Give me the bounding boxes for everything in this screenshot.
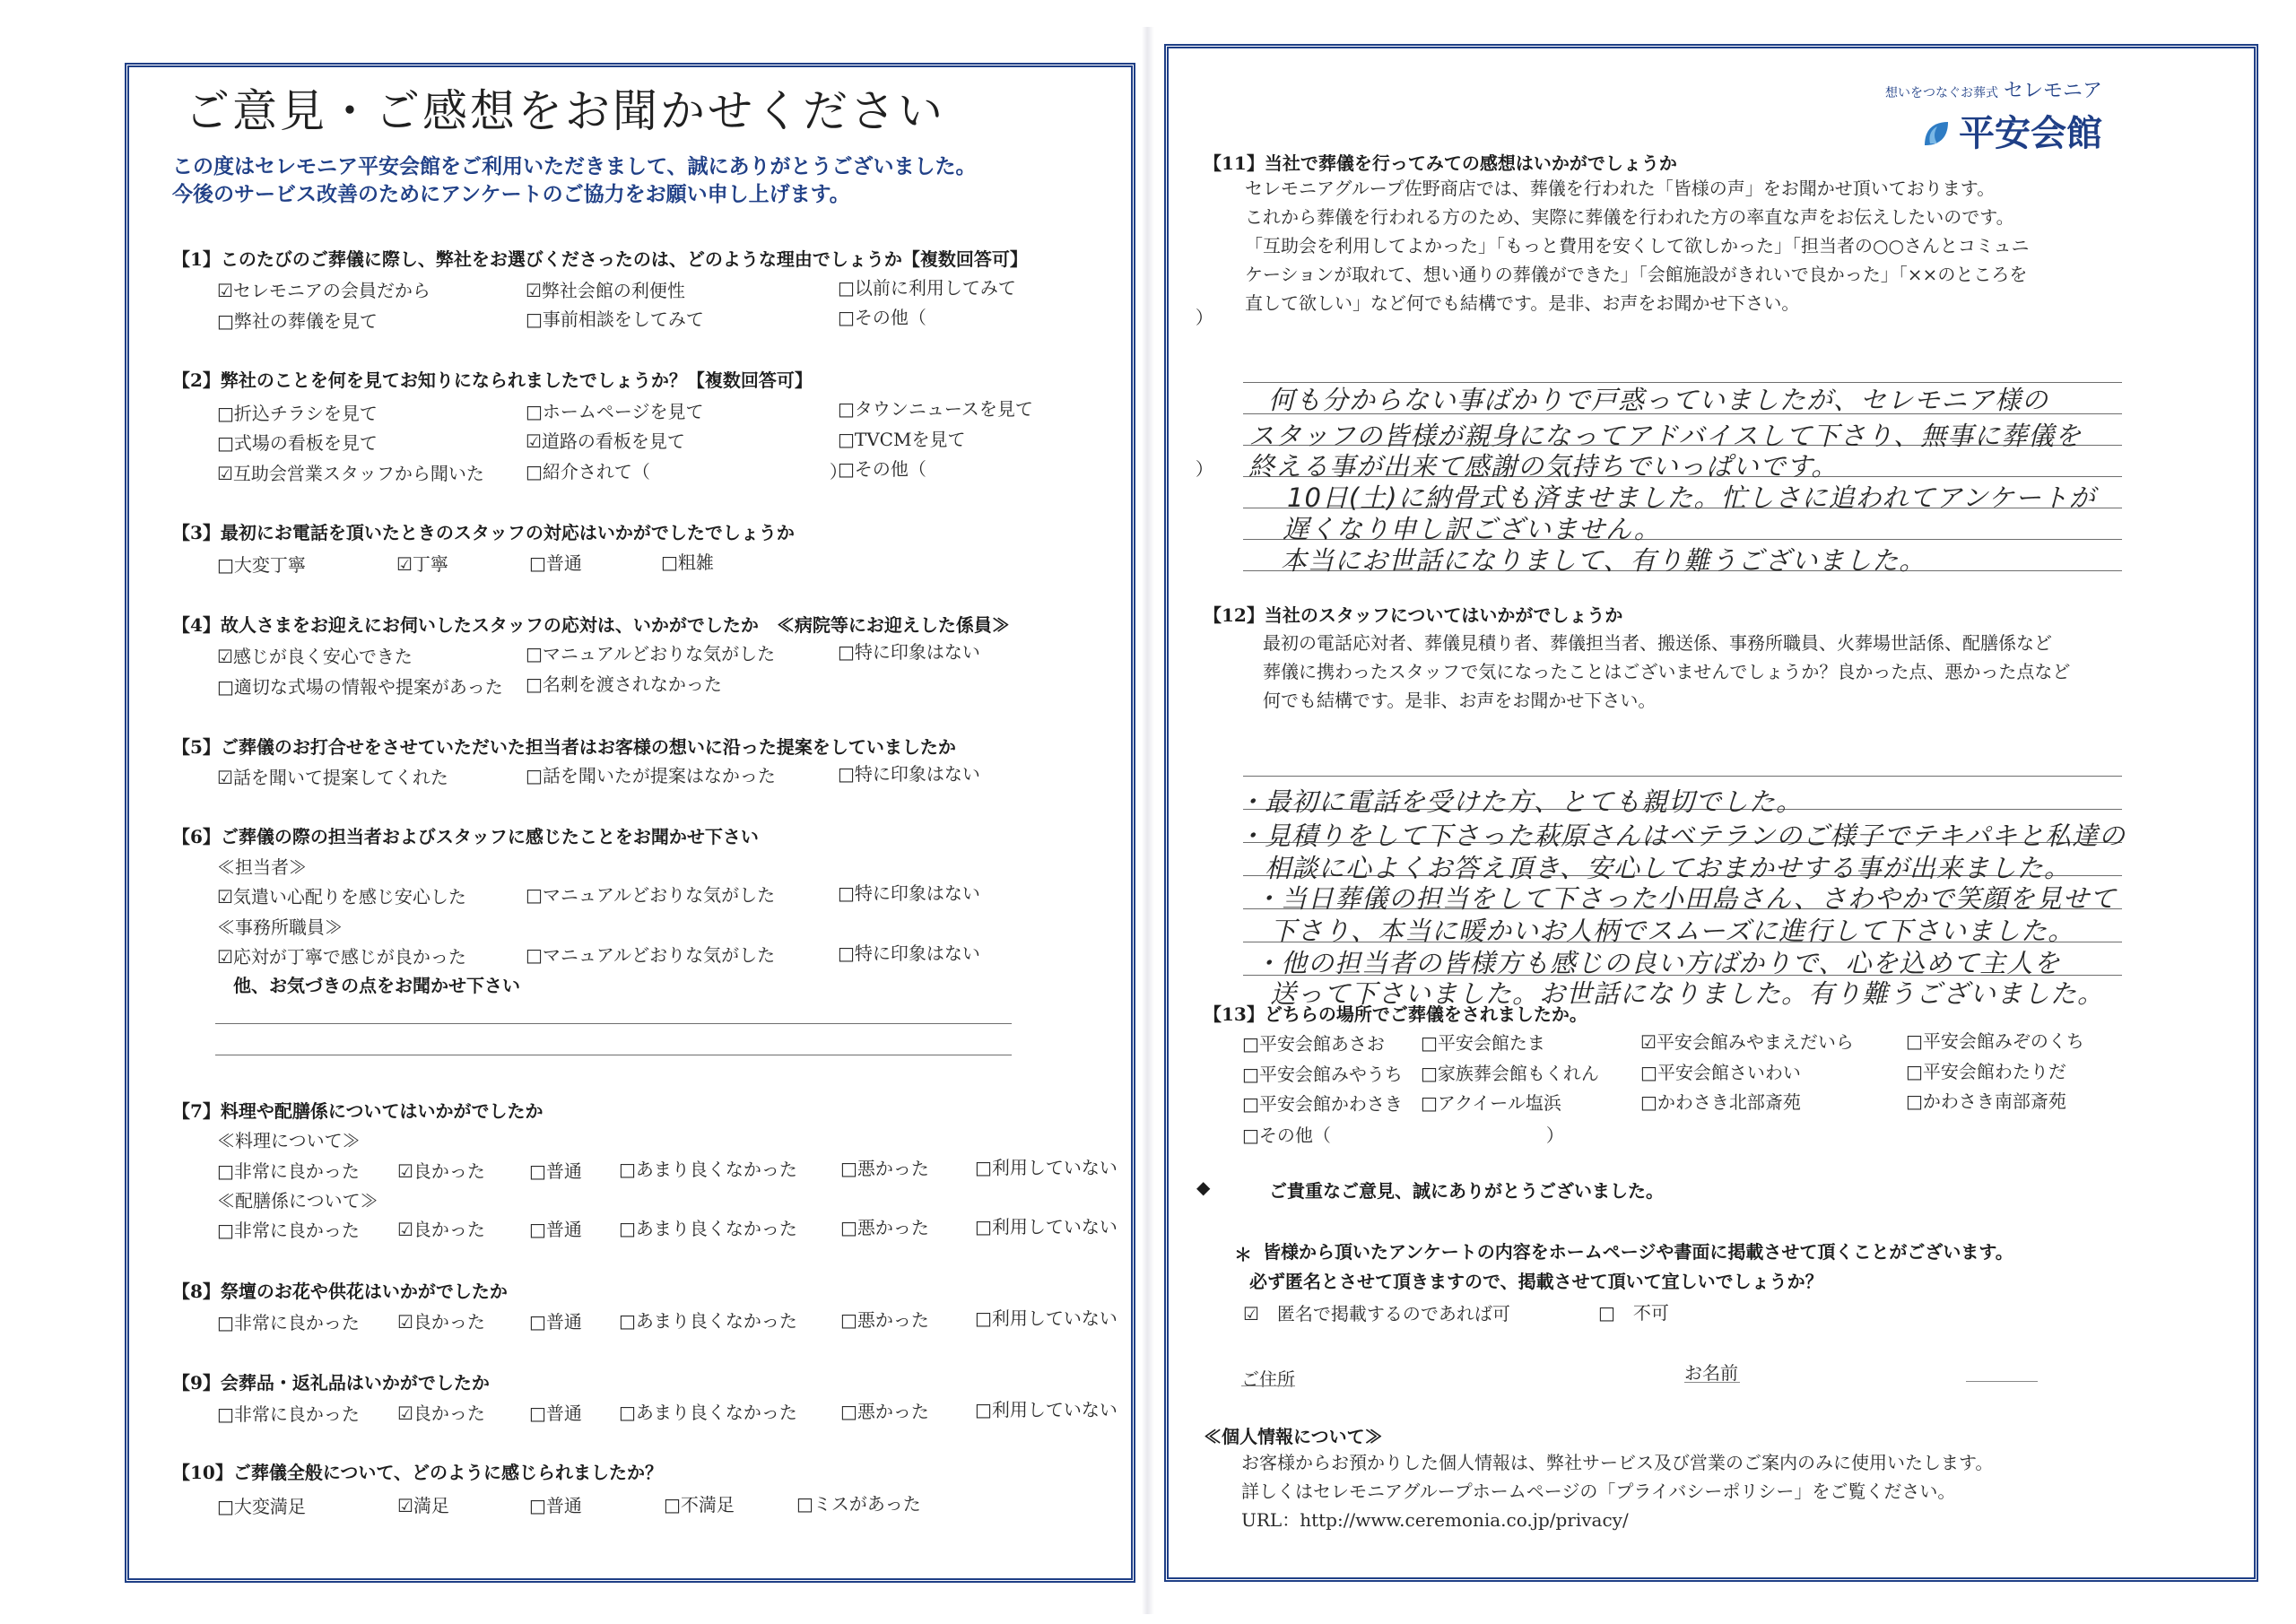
q7-option[interactable]: ☑良かった [397,1219,485,1240]
q11-body-line: これから葬儀を行われる方のため、実際に葬儀を行われた方の率直な声をお伝えしたいのです。 [1245,206,2014,228]
q3-title: 【3】最初にお電話を頂いたときのスタッフの対応はいかがでしたでしょうか [172,522,795,543]
intro-line-1: この度はセレモニア平安会館をご利用いただきまして、誠にありがとうございました。 [172,154,977,178]
q12-answer-line: 相談に心よくお答え頂き、安心しておまかせする事が出来ました。 [1265,853,2071,883]
q1-option[interactable]: □その他（ ） [838,307,1213,328]
q4-option[interactable]: □特に印象はない [838,641,980,663]
q3-option[interactable]: □大変丁寧 [217,554,306,576]
consent-line-2: 必ず匿名とさせて頂きますので、掲載させて頂いて宜しいでしょうか？ [1249,1271,1823,1292]
q11-body-line: セレモニアグループ佐野商店では、葬儀を行われた「皆様の声」をお聞かせ頂いております。 [1245,178,1996,199]
q11-answer-line: 本当にお世話になりまして、有り難うございました。 [1281,545,1926,576]
q7-option[interactable]: □利用していない [975,1216,1118,1238]
q4-title: 【4】故人さまをお迎えにお伺いしたスタッフの応対は、いかがでしたか ≪病院等にお迎えした係員≫ [172,614,1010,636]
name-line-end[interactable] [1966,1381,2038,1382]
q2-option[interactable]: ☑互助会営業スタッフから聞いた [217,463,484,484]
q8-option[interactable]: □普通 [529,1311,582,1333]
page-title: ご意見・ご感想をお聞かせください [185,85,945,137]
thanks-bullet: ◆ [1196,1177,1211,1198]
q6-option[interactable]: □特に印象はない [838,942,980,964]
q2-option[interactable]: □紹介されて（ ） [526,461,848,482]
intro-text [172,152,1069,208]
q12-body-line: 葬儀に携わったスタッフで気になったことはございませんでしょうか？良かった点、悪かった点など [1263,661,2071,682]
consent-star: ＊ [1234,1244,1252,1265]
q11-body [1245,174,2030,317]
q13-option[interactable]: □アクイール塩浜 [1421,1092,1561,1114]
q11-answer-line: 終える事が出来て感謝の気持ちでいっぱいです。 [1248,451,1839,482]
q13-option[interactable]: □平安会館みやうち [1242,1064,1403,1085]
q2-option[interactable]: □式場の看板を見て [217,432,378,454]
q1-option[interactable]: □事前相談をしてみて [526,308,704,330]
q10-option[interactable]: □ミスがあった [796,1493,921,1515]
q13-option[interactable]: □かわさき南部斎苑 [1906,1090,2066,1112]
q8-option[interactable]: □悪かった [840,1309,929,1331]
consent-choice-yes[interactable]: ☑ 匿名で掲載するのであれば可 [1243,1303,1510,1324]
q7-option[interactable]: □非常に良かった [217,1220,360,1241]
q13-option[interactable]: □平安会館さいわい [1640,1062,1801,1083]
brand-logo-name [1885,105,2102,156]
q3-option[interactable]: ☑丁寧 [396,553,448,575]
q12-answer-line: ・最初に電話を受けた方、とても親切でした。 [1238,786,1804,817]
q11-body-line: 「互助会を利用してよかった」「もっと費用を安くして欲しかった」「担当者の○○さんとコミュニ [1245,235,2030,256]
q12-write-line[interactable] [1243,776,2122,777]
q2-option[interactable]: □折込チラシを見て [217,403,378,424]
q12-answer-line: ・当日葬儀の担当をして下さった小田島さん、さわやかで笑顔を見せて [1254,883,2117,914]
q13-option[interactable]: □家族葬会館もくれん [1421,1063,1599,1084]
q8-option[interactable]: □非常に良かった [217,1312,360,1333]
q12-answer-line: 下さり、本当に暖かいお人柄でスムーズに進行して下さいました。 [1270,916,2075,946]
q1-title: 【1】このたびのご葬儀に際し、弊社をお選びくださったのは、どのような理由でしょうか【複数回答可】 [172,248,1028,270]
q7-option[interactable]: □普通 [529,1160,582,1182]
q11-answer-line: スタッフの皆様が親身になってアドバイスして下さり、無事に葬儀を [1248,421,2083,451]
q5-title: 【5】ご葬儀のお打合せをさせていただいた担当者はお客様の想いに沿った提案をしていましたか [172,736,956,758]
q8-option[interactable]: □利用していない [975,1307,1118,1329]
q10-option[interactable]: ☑満足 [397,1495,449,1516]
center-fold [1142,27,1154,1614]
name-label: お名前 [1684,1362,1738,1384]
privacy-title: ≪個人情報について≫ [1204,1426,1383,1447]
q9-option[interactable]: □悪かった [840,1401,929,1422]
q11-title: 【11】当社で葬儀を行ってみての感想はいかがでしょうか [1204,152,1677,174]
q7-option[interactable]: □非常に良かった [217,1160,360,1182]
q9-title: 【9】会葬品・返礼品はいかがでしたか [172,1372,490,1394]
q4-option[interactable]: □名刺を渡されなかった [526,673,722,695]
q8-title: 【8】祭壇のお花や供花はいかがでしたか [172,1281,508,1302]
q9-option[interactable]: □あまり良くなかった [619,1402,797,1423]
q11-answer-line: 何も分からない事ばかりで戸惑っていましたが、セレモニア様の [1268,385,2049,415]
q10-title: 【10】ご葬儀全般について、どのように感じられましたか？ [172,1462,664,1483]
q12-answer-line: ・他の担当者の皆様方も感じの良い方ばかりで、心を込めて主人を [1254,948,2061,978]
q2-option[interactable]: □ホームページを見て [526,401,704,422]
q7-option[interactable]: □普通 [529,1219,582,1240]
q11-body-line: 直して欲しい」など何でも結構です。是非、お声をお聞かせ下さい。 [1245,292,1800,314]
q6-sub-office: ≪事務所職員≫ [217,916,343,938]
brand-name-small: セレモニア [2003,80,2102,102]
q7-sub-server: ≪配膳係について≫ [217,1190,378,1211]
q8-option[interactable]: ☑良かった [397,1311,485,1333]
q3-option[interactable]: □普通 [529,552,582,574]
q3-option[interactable]: □粗雑 [661,551,714,573]
q13-title: 【13】どちらの場所でご葬儀をされましたか。 [1204,1003,1587,1025]
q2-option[interactable]: □TVCMを見て [838,429,966,450]
q7-option[interactable]: □あまり良くなかった [619,1218,797,1239]
q10-option[interactable]: □普通 [529,1495,582,1516]
q7-title: 【7】料理や配膳係についてはいかがでしたか [172,1100,544,1122]
q6-sub-staff: ≪担当者≫ [217,856,307,878]
q6-title: 【6】ご葬儀の際の担当者およびスタッフに感じたことをお聞かせ下さい [172,826,759,847]
q6-option[interactable]: □特に印象はない [838,882,980,904]
q1-option[interactable]: ☑セレモニアの会員だから [217,280,430,301]
q7-option[interactable]: □利用していない [975,1157,1118,1178]
address-label: ご住所 [1241,1368,1295,1390]
brand-tagline-text: 想いをつなぐお葬式 [1884,86,1998,100]
q12-body [1263,629,2070,715]
q7-option[interactable]: ☑良かった [397,1160,485,1182]
brand-name: 平安会館 [1959,113,2102,154]
q4-option[interactable]: □マニュアルどおりな気がした [526,643,776,664]
name-line[interactable] [1684,1382,1740,1383]
q9-option[interactable]: ☑良かった [397,1403,485,1424]
q5-option[interactable]: □特に印象はない [838,763,980,785]
privacy-url[interactable]: URL：http://www.ceremonia.co.jp/privacy/ [1241,1509,1629,1531]
q2-option[interactable]: □タウンニュースを見て [838,398,1033,420]
q10-option[interactable]: □大変満足 [217,1496,306,1517]
q12-answer-line: 送って下さいました。お世話になりました。有り難うございました。 [1270,978,2105,1009]
q13-option[interactable]: □平安会館あさお [1242,1033,1385,1055]
privacy-body [1241,1448,1993,1534]
q10-option[interactable]: □不満足 [664,1494,735,1515]
q9-option[interactable]: □普通 [529,1403,582,1424]
q6-option[interactable]: ☑応対が丁寧で感じが良かった [217,946,466,968]
q11-answer-line: 10日(土)に納骨式も済ませました。忙しさに追われてアンケートが [1287,482,2096,513]
q11-answer-line: 遅くなり申し訳ございません。 [1283,514,1661,544]
brand-block [1885,75,2102,156]
q2-option[interactable]: ☑道路の看板を見て [526,430,685,452]
q2-option[interactable]: □その他（ ） [838,458,1213,480]
q13-option[interactable]: □平安会館たま [1421,1032,1545,1054]
q13-option[interactable]: □平安会館みぞのくち [1906,1030,2084,1052]
consent-line-1: 皆様から頂いたアンケートの内容をホームページや書面に掲載させて頂くことがございます。 [1263,1241,2013,1263]
q1-option[interactable]: ☑弊社会館の利便性 [526,280,685,301]
consent-choice-no[interactable]: □ 不可 [1598,1302,1669,1324]
q8-option[interactable]: □あまり良くなかった [619,1310,797,1332]
q6-other-label: 他、お気づきの点をお聞かせ下さい [233,975,520,996]
q13-option[interactable]: □平安会館わたりだ [1906,1061,2066,1082]
q5-option[interactable]: ☑話を聞いて提案してくれた [217,767,448,788]
q12-answer-line: ・見積りをして下さった萩原さんはベテランのご様子でテキパキと私達の [1238,821,2126,851]
q13-option[interactable]: ☑平安会館みやまえだいら [1640,1031,1854,1053]
intro-line-2: 今後のサービス改善のためにアンケートのご協力をお願い申し上げます。 [172,182,850,206]
q12-body-line: 最初の電話応対者、葬儀見積り者、葬儀担当者、搬送係、事務所職員、火葬場世話係、配膳係など [1263,632,2052,654]
q7-option[interactable]: □悪かった [840,1217,929,1238]
q9-option[interactable]: □非常に良かった [217,1403,360,1425]
q7-sub-food: ≪料理について≫ [217,1130,361,1151]
q12-title: 【12】当社のスタッフについてはいかがでしょうか [1204,604,1623,626]
q2-title: 【2】弊社のことを何を見てお知りになられましたでしょうか？【複数回答可】 [172,369,813,391]
thanks-text: ご貴重なご意見、誠にありがとうございました。 [1269,1180,1664,1202]
q4-option[interactable]: ☑感じが良く安心できた [217,646,413,667]
q13-option[interactable]: □かわさき北部斎苑 [1640,1091,1801,1113]
q6-option[interactable]: □マニュアルどおりな気がした [526,944,776,966]
q12-body-line: 何でも結構です。是非、お声をお聞かせ下さい。 [1263,690,1657,711]
privacy-line: お客様からお預かりした個人情報は、弊社サービス及び営業のご案内のみに使用いたします。 [1241,1452,1994,1473]
q1-option[interactable]: □以前に利用してみて [838,277,1016,299]
q13-option[interactable]: □その他（ ） [1242,1125,1564,1146]
q6-option[interactable]: □マニュアルどおりな気がした [526,884,776,906]
address-line[interactable] [1241,1385,1295,1386]
q13-option[interactable]: □平安会館かわさき [1242,1093,1403,1115]
q4-option[interactable]: □適切な式場の情報や提案があった [217,676,503,698]
q7-option[interactable]: □悪かった [840,1158,929,1179]
brand-tagline [1885,75,2102,103]
q11-body-line: ケーションが取れて、想い通りの葬儀ができた」「会館施設がきれいで良かった」「××のところを [1245,264,2028,285]
brand-leaf-icon [1921,118,1952,149]
q6-write-line[interactable] [215,1023,1012,1024]
q9-option[interactable]: □利用していない [975,1399,1118,1420]
q7-option[interactable]: □あまり良くなかった [619,1159,797,1180]
q1-option[interactable]: □弊社の葬儀を見て [217,310,378,332]
privacy-line: 詳しくはセレモニアグループホームページの「プライバシーポリシー」をご覧ください。 [1241,1481,1956,1502]
q5-option[interactable]: □話を聞いたが提案はなかった [526,765,776,786]
q6-option[interactable]: ☑気遣い心配りを感じ安心した [217,886,466,908]
